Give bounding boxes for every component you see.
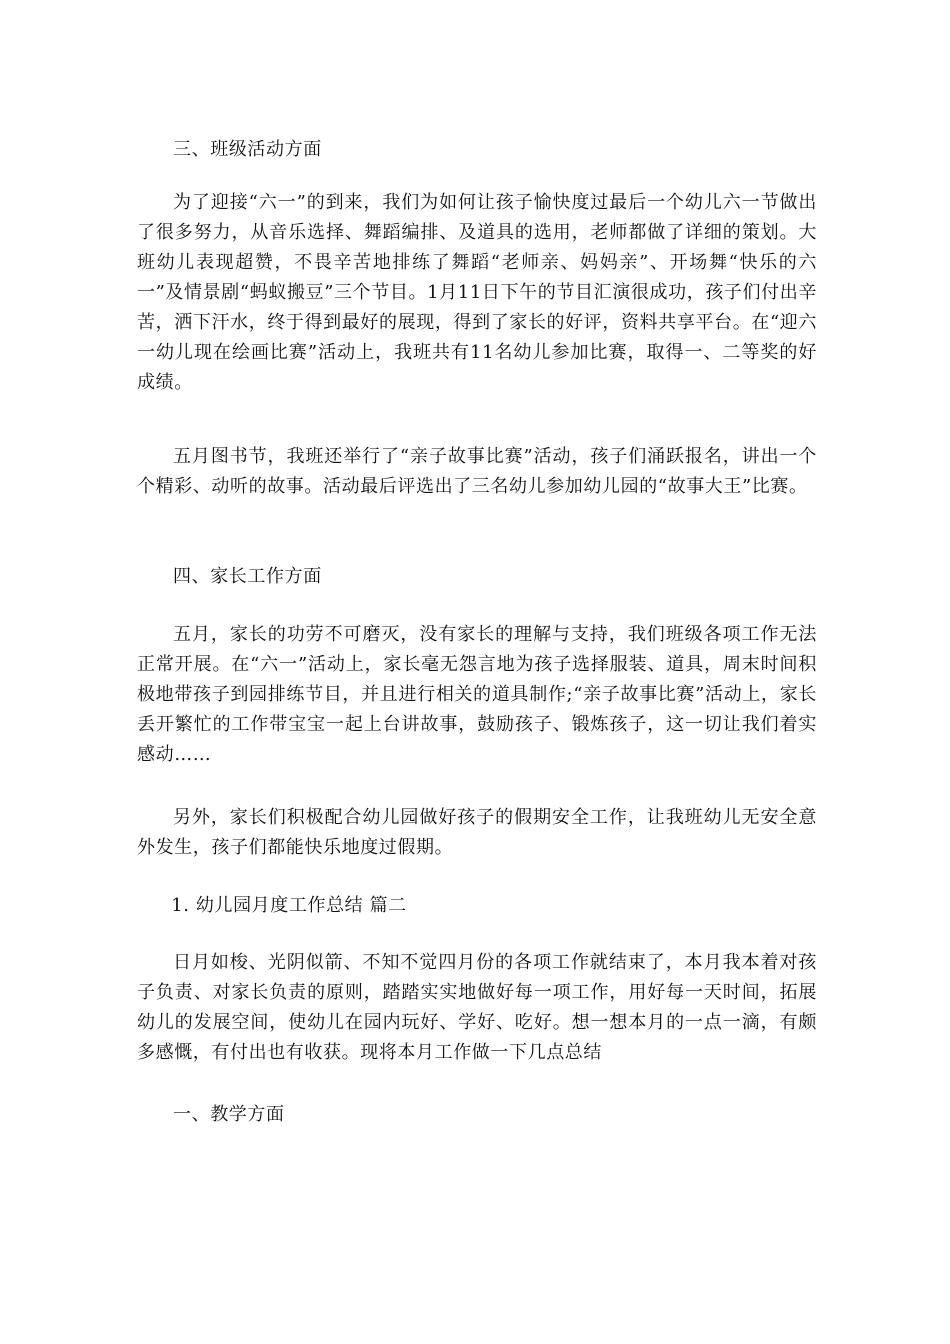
paragraph-holiday-safety: 另外，家长们积极配合幼儿园做好孩子的假期安全工作，让我班幼儿无安全意外发生，孩子们都能快乐地度过假期。 — [137, 807, 817, 858]
section-one-heading: 一、教学方面 — [173, 1104, 285, 1125]
section-three-heading: 三、班级活动方面 — [173, 139, 322, 160]
paragraph-liuyi-activities: 为了迎接“六一”的到来，我们为如何让孩子愉快度过最后一个幼儿六一节做出了很多努力，从音乐选择、舞蹈编排、及道具的选用，老师都做了详细的策划。大班幼儿表现超赞，不畏辛苦地排练了舞蹈“老师亲、妈妈亲”、开场舞“快乐的六一”及情景剧“蚂蚁搬豆”三个节目。1月11日下午的节目汇演很成功，孩子们付出辛苦，洒下汗水，终于得到最好的展现，得到了家长的好评，资料共享平台。在“迎六一幼儿现在绘画比赛”活动上，我班共有11名幼儿参加比赛，取得一、二等奖的好成绩。 — [137, 192, 817, 393]
article-two-heading: 1. 幼儿园月度工作总结 篇二 — [171, 895, 407, 916]
paragraph-book-festival: 五月图书节，我班还举行了“亲子故事比赛”活动，孩子们涌跃报名，讲出一个个精彩、动听的故事。活动最后评选出了三名幼儿参加幼儿园的“故事大王”比赛。 — [137, 446, 817, 497]
paragraph-parent-work: 五月，家长的功劳不可磨灭，没有家长的理解与支持，我们班级各项工作无法正常开展。在“六一”活动上，家长毫无怨言地为孩子选择服装、道具，周末时间积极地带孩子到园排练节目，并且进行相关的道具制作;“亲子故事比赛”活动上，家长丢开繁忙的工作带宝宝一起上台讲故事，鼓励孩子、锻炼孩子，这一切让我们着实感动…… — [137, 624, 817, 765]
section-four-heading: 四、家长工作方面 — [173, 566, 322, 587]
paragraph-april-summary: 日月如梭、光阴似箭、不知不觉四月份的各项工作就结束了，本月我本着对孩子负责、对家长负责的原则，踏踏实实地做好每一项工作，用好每一天时间，拓展幼儿的发展空间，使幼儿在园内玩好、学好、吃好。想一想本月的一点一滴，有颇多感慨，有付出也有收获。现将本月工作做一下几点总结 — [137, 952, 817, 1063]
